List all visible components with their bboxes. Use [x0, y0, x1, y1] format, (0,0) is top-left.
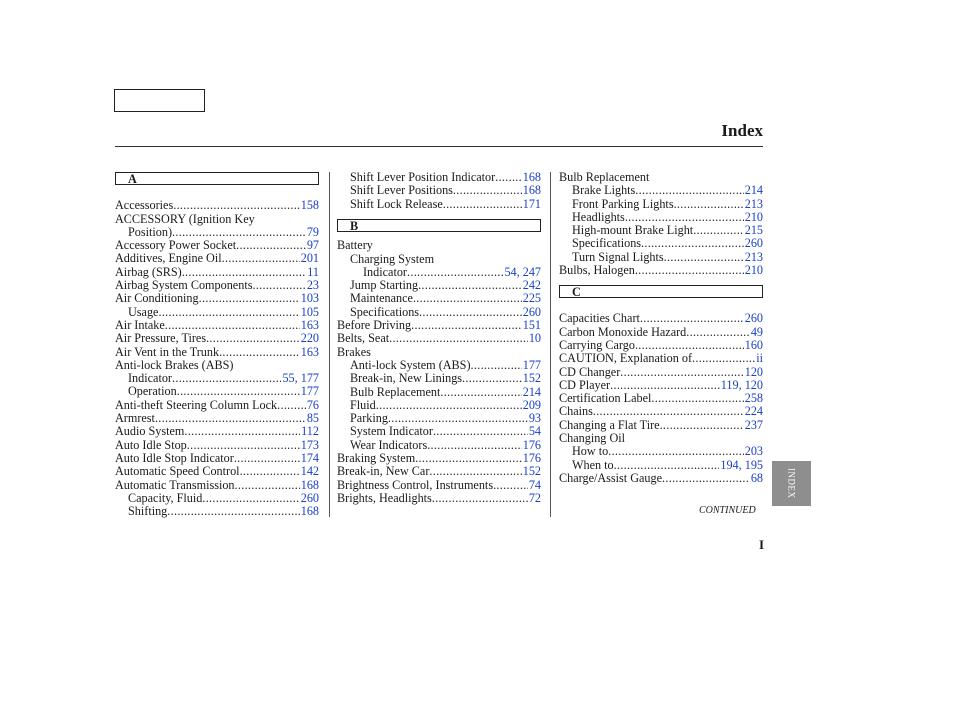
index-entry	[337, 372, 541, 385]
page-link[interactable]: 260	[300, 491, 319, 505]
entry-term: Fluid	[350, 398, 376, 412]
entry-term: When to	[572, 458, 614, 472]
index-entry	[337, 399, 541, 412]
page-link[interactable]: 213	[744, 197, 763, 211]
page-link[interactable]: 160	[744, 338, 763, 352]
spacer	[559, 299, 763, 312]
page-link[interactable]: 142	[300, 465, 319, 479]
index-entry	[115, 385, 319, 398]
dot-leader	[182, 266, 307, 279]
page-link[interactable]: 237	[744, 418, 763, 432]
page-link[interactable]: 72	[528, 491, 541, 505]
index-entry	[115, 412, 319, 425]
index-heading: Battery	[337, 238, 373, 253]
dot-leader	[389, 332, 528, 345]
page-link[interactable]: 112	[301, 425, 319, 439]
entry-term: Carrying Cargo	[559, 338, 635, 352]
dot-leader	[432, 492, 528, 505]
page-link[interactable]: 168	[522, 184, 541, 198]
page-link[interactable]: 103	[300, 292, 319, 306]
index-entry	[115, 439, 319, 452]
index-entry	[115, 279, 319, 292]
dot-leader	[593, 405, 744, 418]
entry-term: Audio System	[115, 425, 185, 439]
index-entry	[115, 492, 319, 505]
index-entry	[559, 392, 763, 405]
entry-term: Parking	[350, 412, 388, 426]
dot-leader	[493, 479, 528, 492]
dot-leader	[407, 266, 503, 279]
index-entry	[337, 279, 541, 292]
index-entry	[115, 465, 319, 478]
page-link[interactable]: 225	[522, 292, 541, 306]
index-entry	[559, 405, 763, 418]
dot-leader	[674, 198, 744, 211]
page-link[interactable]: 54	[528, 425, 541, 439]
page-link[interactable]: 152	[522, 465, 541, 479]
entry-term: Auto Idle Stop Indicator	[115, 451, 234, 465]
dot-leader	[158, 306, 299, 319]
index-heading: ACCESSORY (Ignition Key	[115, 211, 255, 226]
index-entry	[115, 346, 319, 359]
dot-leader	[664, 251, 744, 264]
index-entry	[337, 386, 541, 399]
dot-leader	[418, 279, 522, 292]
entry-term: Brightness Control, Instruments	[337, 478, 494, 492]
page-link[interactable]: 151	[522, 319, 541, 333]
index-heading: Charging System	[350, 251, 435, 266]
page-link[interactable]: 176	[522, 452, 541, 466]
index-entry	[337, 292, 541, 305]
page-link[interactable]: 215	[744, 224, 763, 238]
page-link[interactable]: 152	[522, 372, 541, 386]
page-link[interactable]: 119, 120	[720, 378, 763, 392]
dot-leader	[635, 339, 744, 352]
dot-leader	[219, 346, 300, 359]
page-link[interactable]: 173	[300, 438, 319, 452]
entry-term: Air Pressure, Tires	[115, 332, 207, 346]
page-link[interactable]: 214	[522, 385, 541, 399]
entry-term: Charge/Assist Gauge	[559, 471, 663, 485]
entry-term: Break-in, New Car	[337, 465, 430, 479]
page-link[interactable]: 242	[522, 279, 541, 293]
entry-term: Automatic Transmission	[115, 478, 235, 492]
page-link[interactable]: 11	[307, 265, 319, 279]
entry-term: Carbon Monoxide Hazard	[559, 325, 687, 339]
index-entry	[337, 319, 541, 332]
dot-leader	[686, 326, 750, 339]
dot-leader	[427, 439, 522, 452]
dot-leader	[608, 445, 743, 458]
dot-leader	[471, 359, 522, 372]
page-link[interactable]: 224	[744, 405, 763, 419]
entry-term: Braking System	[337, 452, 416, 466]
index-entry	[337, 266, 541, 279]
entry-term: Additives, Engine Oil	[115, 252, 222, 266]
entry-term: Changing a Flat Tire	[559, 418, 660, 432]
dot-leader	[651, 392, 743, 405]
entry-term: Operation	[128, 385, 177, 399]
section-letter: B	[337, 219, 541, 232]
index-entry	[337, 425, 541, 438]
dot-leader	[234, 452, 300, 465]
dot-leader	[692, 352, 755, 365]
entry-term: Capacities Chart	[559, 312, 640, 326]
dot-leader	[640, 312, 744, 325]
entry-term: Position)	[128, 225, 173, 239]
index-entry	[115, 319, 319, 332]
page-link[interactable]: 163	[300, 345, 319, 359]
dot-leader	[433, 425, 528, 438]
dot-leader	[167, 505, 299, 518]
page-link[interactable]: 54, 247	[504, 265, 541, 279]
page-link[interactable]: 120	[744, 365, 763, 379]
dot-leader	[440, 386, 521, 399]
index-tab-label-wrap	[772, 461, 811, 506]
index-tab-label: INDEX	[786, 468, 797, 499]
page-link[interactable]: 210	[744, 210, 763, 224]
dot-leader	[172, 372, 281, 385]
section-letter: C	[559, 285, 763, 298]
page-link[interactable]: 174	[300, 451, 319, 465]
index-entry	[337, 439, 541, 452]
dot-leader	[635, 264, 744, 277]
index-entry	[559, 211, 763, 224]
entry-term: Shifting	[128, 505, 168, 519]
dot-leader	[443, 198, 522, 211]
index-entry	[559, 339, 763, 352]
index-entry	[337, 452, 541, 465]
page-link[interactable]: 171	[522, 197, 541, 211]
index-entry	[115, 239, 319, 252]
page-link[interactable]: 10	[528, 332, 541, 346]
entry-term: Specifications	[572, 237, 642, 251]
entry-term: Bulb Replacement	[350, 385, 441, 399]
index-heading: Anti-lock Brakes (ABS)	[115, 357, 234, 372]
index-entry	[559, 312, 763, 325]
page-link[interactable]: 220	[300, 332, 319, 346]
dot-leader	[453, 184, 522, 197]
page-link[interactable]: 168	[522, 171, 541, 184]
page-link[interactable]: 85	[306, 412, 319, 426]
page-link[interactable]: 214	[744, 184, 763, 198]
page-link[interactable]: 258	[744, 392, 763, 406]
page-link[interactable]: 260	[744, 237, 763, 251]
header-rule	[115, 146, 763, 147]
index-entry	[115, 199, 319, 212]
dot-leader	[413, 292, 522, 305]
index-entry	[559, 459, 763, 472]
index-entry	[559, 264, 763, 277]
index-column-c	[559, 171, 763, 485]
entry-term: System Indicator	[350, 425, 433, 439]
page-link[interactable]: 210	[744, 264, 763, 278]
spacer	[559, 277, 763, 284]
page-link[interactable]: 97	[306, 239, 319, 253]
entry-term: Brights, Headlights	[337, 491, 432, 505]
index-entry	[115, 332, 319, 345]
entry-term: Brake Lights	[572, 184, 636, 198]
entry-term: Certification Label	[559, 392, 652, 406]
page-link[interactable]: 177	[300, 385, 319, 399]
page-link[interactable]: 260	[522, 305, 541, 319]
entry-term: Auto Idle Stop	[115, 438, 187, 452]
page-link[interactable]: 105	[300, 305, 319, 319]
dot-leader	[620, 366, 743, 379]
index-entry	[115, 425, 319, 438]
dot-leader	[155, 412, 306, 425]
entry-term: CAUTION, Explanation of	[559, 352, 693, 366]
dot-leader	[662, 472, 750, 485]
page-number: I	[759, 537, 765, 552]
entry-term: Headlights	[572, 210, 625, 224]
entry-term: Accessories	[115, 199, 174, 213]
entry-term: Airbag System Components	[115, 279, 253, 293]
page-link[interactable]: 76	[306, 398, 319, 412]
spacer	[337, 211, 541, 218]
index-entry	[559, 184, 763, 197]
entry-term: Shift Lever Position Indicator	[350, 171, 496, 184]
index-entry	[559, 445, 763, 458]
entry-term: High-mount Brake Light	[572, 224, 694, 238]
entry-term: Shift Lever Positions	[350, 184, 453, 198]
index-column-a	[115, 171, 319, 518]
page-link[interactable]: 203	[744, 445, 763, 459]
entry-term: Indicator	[128, 372, 172, 386]
page-link[interactable]: 194, 195	[720, 458, 763, 472]
index-entry	[559, 237, 763, 250]
index-entry	[559, 419, 763, 432]
index-entry	[337, 184, 541, 197]
page-link[interactable]: ii	[756, 352, 763, 366]
dot-leader	[388, 412, 528, 425]
entry-term: Usage	[128, 305, 159, 319]
dot-leader	[635, 184, 743, 197]
entry-term: Front Parking Lights	[572, 197, 674, 211]
dot-leader	[173, 199, 300, 212]
index-entry	[115, 252, 319, 265]
index-entry	[115, 292, 319, 305]
page-link[interactable]: 158	[300, 199, 319, 213]
dot-leader	[252, 279, 305, 292]
column-divider	[329, 172, 330, 517]
entry-term: Jump Starting	[350, 279, 419, 293]
page-link[interactable]: 163	[300, 318, 319, 332]
dot-leader	[277, 399, 306, 412]
page-link[interactable]: 177	[522, 358, 541, 372]
dot-leader	[610, 379, 720, 392]
dot-leader	[206, 332, 300, 345]
entry-term: Wear Indicators	[350, 438, 428, 452]
dot-leader	[614, 459, 720, 472]
index-column-b	[337, 171, 541, 505]
entry-term: CD Player	[559, 378, 611, 392]
dot-leader	[419, 306, 522, 319]
entry-term: Airbag (SRS)	[115, 265, 182, 279]
index-entry	[337, 306, 541, 319]
page-link[interactable]: 23	[306, 279, 319, 293]
index-entry	[337, 412, 541, 425]
index-entry	[559, 379, 763, 392]
entry-term: Armrest	[115, 412, 155, 426]
entry-term: Anti-lock System (ABS)	[350, 358, 471, 372]
entry-term: Chains	[559, 405, 593, 419]
index-entry	[115, 226, 319, 239]
index-entry	[559, 352, 763, 365]
page-link[interactable]: 49	[750, 325, 763, 339]
column-divider	[550, 172, 551, 517]
index-heading: Brakes	[337, 344, 371, 359]
index-entry	[559, 198, 763, 211]
page-link[interactable]: 79	[306, 225, 319, 239]
dot-leader	[177, 385, 300, 398]
page-link[interactable]: 213	[744, 250, 763, 264]
index-entry	[337, 171, 541, 184]
index-entry	[115, 452, 319, 465]
index-entry	[115, 479, 319, 492]
entry-term: Break-in, New Linings	[350, 372, 463, 386]
index-entry	[337, 465, 541, 478]
entry-term: Belts, Seat	[337, 332, 390, 346]
dot-leader	[625, 211, 744, 224]
index-entry	[337, 359, 541, 372]
page-link[interactable]: 168	[300, 478, 319, 492]
index-entry	[559, 224, 763, 237]
dot-leader	[641, 237, 744, 250]
index-entry	[115, 306, 319, 319]
index-entry	[337, 332, 541, 345]
dot-leader	[236, 239, 306, 252]
entry-term: Air Intake	[115, 318, 165, 332]
spacer	[115, 186, 319, 199]
index-entry	[115, 399, 319, 412]
dot-leader	[462, 372, 522, 385]
entry-term: Automatic Speed Control	[115, 465, 240, 479]
dot-leader	[165, 319, 300, 332]
page-link[interactable]: 260	[744, 312, 763, 326]
dot-leader	[172, 226, 306, 239]
entry-term: CD Changer	[559, 365, 621, 379]
entry-term: How to	[572, 445, 609, 459]
dot-leader	[235, 479, 300, 492]
page-link[interactable]: 68	[750, 471, 763, 485]
section-letter: A	[115, 172, 319, 185]
page-link[interactable]: 168	[300, 505, 319, 519]
dot-leader	[411, 319, 522, 332]
entry-term: Air Conditioning	[115, 292, 199, 306]
index-heading: Bulb Replacement	[559, 170, 650, 184]
index-entry	[115, 505, 319, 518]
entry-term: Indicator	[363, 265, 407, 279]
index-entry	[559, 326, 763, 339]
dot-leader	[240, 465, 300, 478]
index-heading: Changing Oil	[559, 431, 626, 446]
entry-term: Bulbs, Halogen	[559, 264, 635, 278]
entry-term: Turn Signal Lights	[572, 250, 664, 264]
dot-leader	[415, 452, 522, 465]
entry-term: Maintenance	[350, 292, 413, 306]
dot-leader	[693, 224, 744, 237]
dot-leader	[184, 425, 300, 438]
page-link[interactable]: 93	[528, 412, 541, 426]
dot-leader	[495, 171, 522, 184]
index-entry	[337, 198, 541, 211]
dot-leader	[429, 465, 521, 478]
page-link[interactable]: 201	[300, 252, 319, 266]
continued-label: CONTINUED	[699, 505, 756, 516]
dot-leader	[222, 252, 300, 265]
index-entry	[559, 472, 763, 485]
page-link[interactable]: 209	[522, 398, 541, 412]
index-entry	[115, 266, 319, 279]
entry-term: Capacity, Fluid	[128, 491, 203, 505]
index-entry	[115, 372, 319, 385]
page-title: Index	[721, 121, 763, 140]
dot-leader	[187, 439, 300, 452]
index-entry	[559, 251, 763, 264]
page-link[interactable]: 176	[522, 438, 541, 452]
index-entry	[337, 492, 541, 505]
entry-term: Anti-theft Steering Column Lock	[115, 398, 278, 412]
header-box	[114, 89, 205, 112]
page-link[interactable]: 74	[528, 478, 541, 492]
entry-term: Air Vent in the Trunk	[115, 345, 220, 359]
index-entry	[559, 366, 763, 379]
index-tab[interactable]	[772, 461, 811, 506]
entry-term: Before Driving	[337, 319, 412, 333]
page-link[interactable]: 55, 177	[282, 372, 319, 386]
index-entry	[337, 479, 541, 492]
dot-leader	[199, 292, 300, 305]
entry-term: Specifications	[350, 305, 420, 319]
dot-leader	[202, 492, 299, 505]
entry-term: Accessory Power Socket	[115, 239, 237, 253]
entry-term: Shift Lock Release	[350, 197, 443, 211]
dot-leader	[376, 399, 522, 412]
dot-leader	[660, 419, 744, 432]
